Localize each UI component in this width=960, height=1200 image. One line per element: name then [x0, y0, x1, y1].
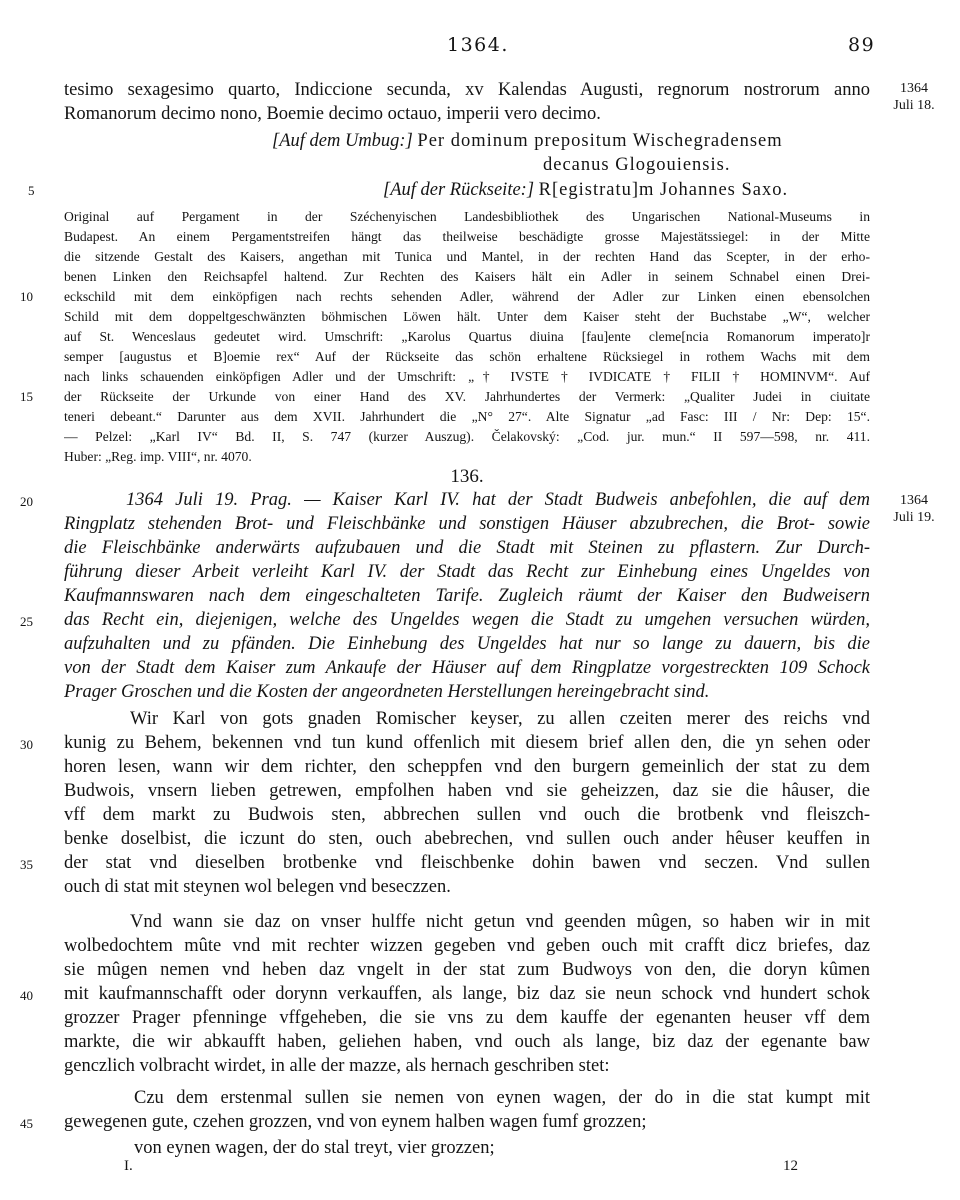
text-line: benke doselbist, die iczunt do sten, ouch abebrechen, vnd sullen ouch ander hêuser keuffen in — [64, 829, 870, 849]
note-line: nach links schauenden einköpfigen Adler und der Umschrift: „† IVSTE † IVDICATE † FILII † HOMINVM“. Auf — [64, 369, 870, 384]
line-number: 15 — [20, 389, 33, 404]
note-line: die sitzende Gestalt des Kaisers, angethan mit Tunica und Mantel, in der rechten Hand das Scepter, in der erho- — [64, 249, 870, 264]
rueckseite-text: R[egistratu]m Johannes Saxo. — [538, 180, 789, 200]
line-number: 35 — [20, 857, 33, 872]
margin-date-regest — [882, 492, 946, 526]
regest-line: die Fleischbänke anderwärts aufzubauen und die Stadt mit Steinen zu pflastern. Zur Durch- — [64, 538, 870, 558]
note-line: Schild mit dem doppeltgeschwänzten böhmischen Löwen hält. Unter dem Kaiser steht der Buchstabe „W“, welcher — [64, 309, 870, 324]
regest-line: das Recht ein, diejenigen, welche des Ungeldes wegen die Stadt zu umgehen versuchen würden, — [64, 610, 870, 630]
note-line: eckschild mit dem einköpfigen nach rechts sehenden Adler, während der Adler zur Linken einen ebensolchen — [64, 289, 870, 304]
text-line: ouch di stat mit steynen wol belegen vnd beseczzen. — [64, 877, 451, 897]
text-line: genczlich volbracht wirdet, in alle der mazze, als hernach geschriben stet: — [64, 1056, 610, 1076]
note-line: teneri debeant.“ Darunter aus dem XVII. Jahrhundert die „N° 27“. Alte Signatur „ad Fasc: III / Nr: Dep: 15“. — [64, 409, 870, 424]
text-line: grozzer Prager pfenninge vffgeheben, die sie vns zu dem kauffe der egenanten heuser vff dem — [64, 1008, 870, 1028]
line-number: 30 — [20, 737, 33, 752]
text-line: Romanorum decimo nono, Boemie decimo octauo, imperii vero decimo. — [64, 104, 601, 124]
umbug-label: [Auf dem Umbug:] — [272, 131, 413, 151]
document-number: 136. — [450, 466, 484, 487]
line-number: 25 — [20, 614, 33, 629]
regest-line: aufzuhalten und zu pfänden. Die Einhebung des Ungeldes hat nur so lange zu dauern, bis die — [64, 634, 870, 654]
text-line: tesimo sexagesimo quarto, Indiccione secunda, xv Kalendas Augusti, regnorum nostrorum anno — [64, 80, 870, 100]
page-number: 89 — [848, 34, 876, 56]
note-line: auf St. Wenceslaus gedeutet wird. Umschrift: „Karolus Quartus diuina [fau]ente cleme[ncia Romanorum imperato]r — [64, 329, 870, 344]
regest-line: von der Stadt dem Kaiser zum Ankaufe der Häuser auf dem Ringplatze vorgestreckten 109 Schock — [64, 658, 870, 678]
text-line: der stat vnd dieselben brotbenke vnd fleischbenke dohin bawen vnd seczen. Vnd sullen — [64, 853, 870, 873]
note-line: semper [augustus et B]oemie rex“ Auf der Rückseite das schön erhaltene Rücksiegel in rothem Wachs mit dem — [64, 349, 870, 364]
note-line: — Pelzel: „Karl IV“ Bd. II, S. 747 (kurzer Auszug). Čelakovský: „Cod. jur. mun.“ II 597—598, nr. 411. — [64, 429, 870, 444]
text-line: sie mûgen nemen vnd heben daz vngelt in der stat zum Budwoys von den, die doryn kûmen — [64, 960, 870, 980]
line-number: 5 — [28, 183, 35, 198]
margin-date: Juli 18. — [893, 98, 935, 113]
text-line: Czu dem erstenmal sullen sie nemen von eynen wagen, der do in die stat kumpt mit — [134, 1088, 870, 1108]
line-number: 40 — [20, 988, 33, 1003]
umbug-text-2: decanus Glogouiensis. — [543, 155, 731, 175]
note-line: benen Linken den Reichsapfel haltend. Zur Rechten des Kaisers hält ein Adler in seinem Schnabel einen Drei- — [64, 269, 870, 284]
signature-mark: I. — [124, 1158, 133, 1174]
regest-line: Kaufmannswaren nach dem eingeschalteten Tarife. Zugleich räumt der Kaiser den Budweisern — [64, 586, 870, 606]
rueckseite-line — [383, 178, 788, 202]
regest-line: Prager Groschen und die Kosten der angeordneten Herstellungen hereingebracht sind. — [64, 682, 710, 702]
note-line: Huber: „Reg. imp. VIII“, nr. 4070. — [64, 449, 252, 464]
text-line: Budwois, vnsern lieben getrewen, empfolhen haben vnd sie geheizzen, daz sie die hâuser, die — [64, 781, 870, 801]
note-line: der Rückseite der Urkunde von einer Hand des XV. Jahrhundertes der Vermerk: „Qualiter Judei in ciuitate — [64, 389, 870, 404]
text-line: kunig zu Behem, bekennen vnd tun kund offenlich mit diesem brief allen den, die yn sehen oder — [64, 733, 870, 753]
rueckseite-label: [Auf der Rückseite:] — [383, 180, 535, 200]
umbug-text: Per dominum prepositum Wischegradensem — [417, 131, 783, 151]
note-line: Original auf Pergament in der Széchenyischen Landesbibliothek des Ungarischen National-Museums in — [64, 209, 870, 224]
text-line: horen lesen, wann wir dem richter, den scheppfen vnd den burgern gemeinlich der stat zu dem — [64, 757, 870, 777]
text-line: Vnd wann sie daz on vnser hulffe nicht getun vnd geenden mûgen, so haben wir in mit — [130, 912, 870, 932]
running-year: 1364. — [447, 34, 509, 56]
note-line: Budapest. An einem Pergamentstreifen hängt das theilweise beschädigte grosse Majestätssiegel: in der Mitte — [64, 229, 870, 244]
margin-year: 1364 — [900, 81, 928, 96]
text-line: von eynen wagen, der do stal treyt, vier grozzen; — [134, 1138, 495, 1158]
text-line: wolbedochtem mûte vnd mit rechter wizzen gegeben vnd geben ouch mit crafft dicz briefes, daz — [64, 936, 870, 956]
sheet-number: 12 — [783, 1158, 798, 1174]
line-number: 10 — [20, 289, 33, 304]
text-line: vff dem markt zu Budwois sten, abbrechen sullen vnd ouch die brotbenk vnd fleiszch- — [64, 805, 870, 825]
text-line: gewegenen gute, czehen grozzen, vnd von eynem halben wagen fumf grozzen; — [64, 1112, 647, 1132]
regest-line: 1364 Juli 19. Prag. — Kaiser Karl IV. hat der Stadt Budweis anbefohlen, die auf dem — [126, 490, 870, 510]
margin-date: Juli 19. — [893, 510, 935, 525]
text-line: Wir Karl von gots gnaden Romischer keyser, zu allen czeiten merer des reichs vnd — [130, 709, 870, 729]
line-number: 20 — [20, 494, 33, 509]
umbug-line — [272, 129, 783, 153]
regest-line: führung dieser Arbeit verleiht Karl IV. der Stadt das Recht zur Einhebung eines Ungeldes von — [64, 562, 870, 582]
margin-year: 1364 — [900, 493, 928, 508]
text-line: markte, die wir abkaufft haben, geliehen haben, vnd ouch als lange, biz daz der egenante baw — [64, 1032, 870, 1052]
line-number: 45 — [20, 1116, 33, 1131]
margin-date-top — [882, 80, 946, 114]
text-line: mit kaufmannschafft oder dorynn verkauffen, als lange, biz daz sie neun schock vnd hundert schok — [64, 984, 870, 1004]
regest-line: Ringplatz stehenden Brot- und Fleischbänke und sonstigen Häuser abzubrechen, die Brot- sowie — [64, 514, 870, 534]
